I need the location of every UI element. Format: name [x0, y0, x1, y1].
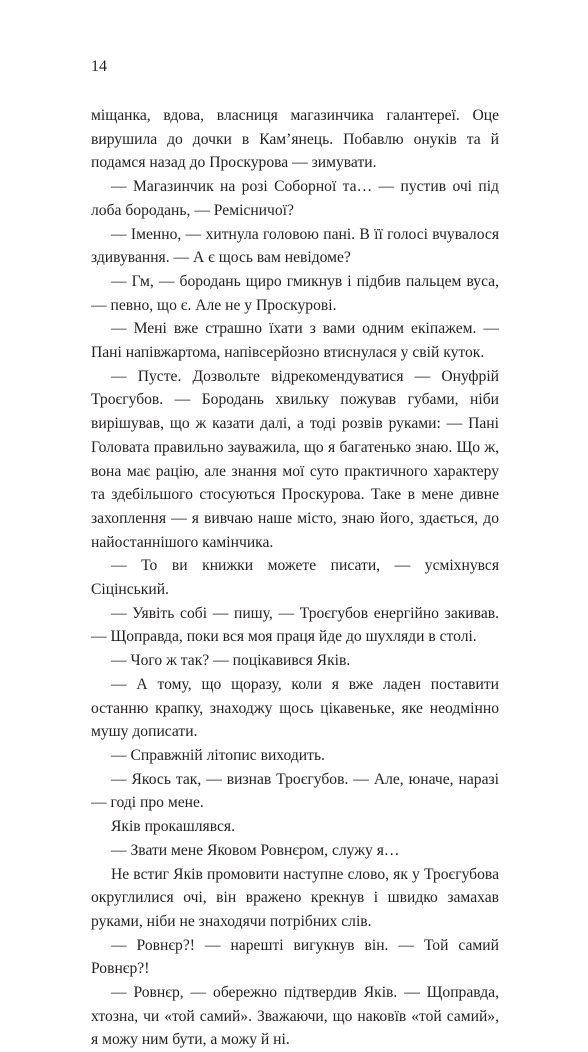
paragraph: — Звати мене Яковом Ровнєром, служу я…	[111, 841, 400, 859]
paragraph: — Справжній літопис виходить.	[111, 746, 325, 764]
paragraph: — То ви книжки можете писати, — усміхнувся Сіцінський.	[91, 557, 499, 599]
text-block	[91, 104, 499, 1052]
paragraph: — Чого ж так? — поцікавився Яків.	[111, 652, 351, 670]
paragraph: міщанка, вдова, власниця магазинчика галантереї. Оце вирушила до дочки в Кам’янець. Побавлю онуків та й подамся назад до Проскурова — зимувати.	[91, 107, 499, 172]
paragraph: — А тому, що щоразу, коли я вже ладен поставити останню крапку, знаходжу щось цікавеньке, яке неодмінно мушу дописати.	[91, 675, 499, 741]
paragraph: — Ровнєр?! — нарешті вигукнув він. — Той самий Ровнєр?!	[91, 936, 499, 978]
paragraph: — Мені вже страшно їхати з вами одним екіпажем. — Пані напівжартома, напівсерйозно втиснулася у свій куток.	[91, 320, 499, 362]
paragraph: — Магазинчик на розі Соборної та… — пустив очі під лоба бородань, — Ремісничої?	[91, 178, 499, 219]
paragraph: Не встиг Яків промовити наступне слово, як у Троєгубова округлилися очі, він вражено крекнув і швидко замахав руками, ніби не знаходячи потрібних слів.	[91, 865, 499, 930]
paragraph: Яків прокашлявся.	[111, 818, 235, 836]
paragraph: — Уявіть собі — пишу, — Троєгубов енергійно закивав. — Щоправда, поки вся моя праця йде до шухляди в столі.	[91, 604, 499, 646]
page-number: 14	[91, 58, 107, 75]
paragraph: — Гм, — бородань щиро гмикнув і підбив пальцем вуса, — певно, що є. Але не у Проскурові.	[91, 272, 499, 314]
paragraph: — Іменно, — хитнула головою пані. В її голосі вчувалося здивування. — А є щось вам невідоме?	[91, 225, 499, 267]
paragraph: — Якось так, — визнав Троєгубов. — Але, юначе, наразі — годі про мене.	[91, 770, 499, 812]
paragraph: — Пусте. Дозвольте відрекомендуватися — Онуфрій Троєгубов. — Бородань хвильку пожував губами, ніби вирішував, що ж казати далі, а тоді розвів руками: — Пані Головата правильно зауважила, що я багатенько знаю. Що ж, вона має рацію, але знання мої суто практичного характеру та здебільшого стосуються Проскурова. Таке в мене дивне захоплення — я вивчаю наше місто, знаю його, здається, до найостаннішого камінчика.	[91, 367, 499, 551]
paragraph: — Ровнєр, — обережно підтвердив Яків. — Щоправда, хтозна, чи «той самий». Зважаючи, що наковїв «той самий», я можу ним бути, а можу й ні.	[91, 984, 499, 1049]
